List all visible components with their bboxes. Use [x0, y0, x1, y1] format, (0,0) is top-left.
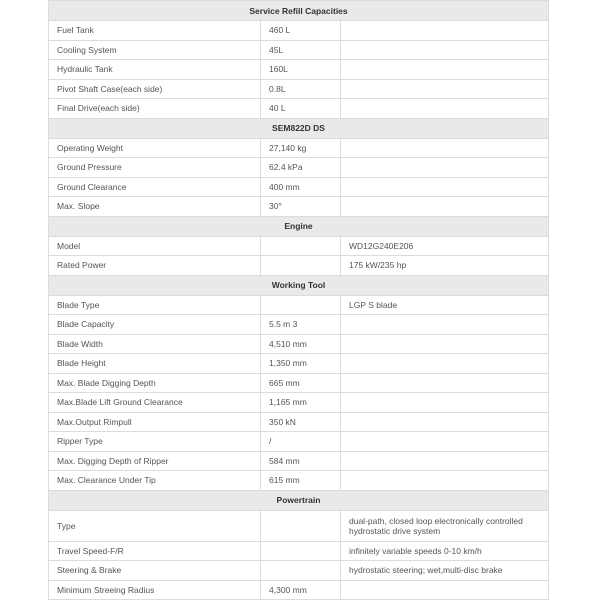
- spec-label: Max.Output Rimpull: [49, 412, 261, 432]
- spec-table-body: [49, 1, 549, 600]
- table-row: [49, 510, 549, 541]
- table-row: [49, 197, 549, 217]
- spec-label: Operating Weight: [49, 138, 261, 158]
- spec-value-alt: [341, 21, 549, 41]
- spec-value: 62.4 kPa: [261, 158, 341, 178]
- spec-value: [261, 561, 341, 581]
- section-title: Engine: [49, 216, 549, 236]
- table-row: [49, 256, 549, 276]
- spec-label: Steering & Brake: [49, 561, 261, 581]
- spec-label: Blade Height: [49, 354, 261, 374]
- spec-value: 5.5 m 3: [261, 315, 341, 335]
- spec-label: Ripper Type: [49, 432, 261, 452]
- spec-value-alt: [341, 138, 549, 158]
- spec-value-alt: [341, 177, 549, 197]
- spec-value: 4,510 mm: [261, 334, 341, 354]
- section-title: Service Refill Capacities: [49, 1, 549, 21]
- spec-value-alt: [341, 40, 549, 60]
- table-row: [49, 315, 549, 335]
- table-row: [49, 580, 549, 600]
- spec-value: 615 mm: [261, 471, 341, 491]
- spec-value: 350 kN: [261, 412, 341, 432]
- section-header: [49, 216, 549, 236]
- spec-label: Max. Slope: [49, 197, 261, 217]
- spec-label: Rated Power: [49, 256, 261, 276]
- spec-value: 1,165 mm: [261, 393, 341, 413]
- section-title: Powertrain: [49, 490, 549, 510]
- spec-label: Max. Digging Depth of Ripper: [49, 451, 261, 471]
- spec-value: [261, 541, 341, 561]
- table-row: [49, 432, 549, 452]
- spec-value-alt: [341, 354, 549, 374]
- table-row: [49, 412, 549, 432]
- spec-value-alt: [341, 197, 549, 217]
- spec-value-alt: LGP S blade: [341, 295, 549, 315]
- spec-value-alt: hydrostatic steering; wet,multi-disc brake: [341, 561, 549, 581]
- spec-value: 0.8L: [261, 79, 341, 99]
- spec-value: [261, 510, 341, 541]
- spec-value-alt: 175 kW/235 hp: [341, 256, 549, 276]
- spec-label: Blade Width: [49, 334, 261, 354]
- spec-value: [261, 295, 341, 315]
- spec-value-alt: dual-path, closed loop electronically controlled hydrostatic drive system: [341, 510, 549, 541]
- table-row: [49, 79, 549, 99]
- table-row: [49, 354, 549, 374]
- section-header: [49, 118, 549, 138]
- spec-value: [261, 236, 341, 256]
- section-header: [49, 1, 549, 21]
- table-row: [49, 138, 549, 158]
- spec-label: Pivot Shaft Case(each side): [49, 79, 261, 99]
- spec-label: Fuel Tank: [49, 21, 261, 41]
- spec-value-alt: [341, 471, 549, 491]
- spec-label: Max. Clearance Under Tip: [49, 471, 261, 491]
- spec-value: 584 mm: [261, 451, 341, 471]
- spec-label: Blade Capacity: [49, 315, 261, 335]
- table-row: [49, 40, 549, 60]
- spec-value-alt: [341, 79, 549, 99]
- spec-label: Travel Speed-F/R: [49, 541, 261, 561]
- spec-label: Hydraulic Tank: [49, 60, 261, 80]
- table-row: [49, 177, 549, 197]
- spec-label: Blade Type: [49, 295, 261, 315]
- spec-label: Cooling System: [49, 40, 261, 60]
- table-row: [49, 60, 549, 80]
- table-row: [49, 99, 549, 119]
- spec-value-alt: [341, 315, 549, 335]
- spec-value-alt: [341, 393, 549, 413]
- table-row: [49, 393, 549, 413]
- spec-label: Max. Blade Digging Depth: [49, 373, 261, 393]
- spec-label: Ground Clearance: [49, 177, 261, 197]
- spec-label: Model: [49, 236, 261, 256]
- spec-value: [261, 256, 341, 276]
- spec-value-alt: infinitely variable speeds 0-10 km/h: [341, 541, 549, 561]
- table-row: [49, 21, 549, 41]
- table-row: [49, 373, 549, 393]
- spec-value-alt: [341, 60, 549, 80]
- spec-value: 665 mm: [261, 373, 341, 393]
- spec-value-alt: [341, 580, 549, 600]
- spec-label: Ground Pressure: [49, 158, 261, 178]
- spec-value-alt: [341, 99, 549, 119]
- spec-value: /: [261, 432, 341, 452]
- spec-value-alt: [341, 432, 549, 452]
- spec-value: 4,300 mm: [261, 580, 341, 600]
- spec-value: 1,350 mm: [261, 354, 341, 374]
- table-row: [49, 236, 549, 256]
- spec-value: 30°: [261, 197, 341, 217]
- spec-label: Type: [49, 510, 261, 541]
- section-header: [49, 490, 549, 510]
- table-row: [49, 541, 549, 561]
- table-row: [49, 451, 549, 471]
- spec-label: Max.Blade Lift Ground Clearance: [49, 393, 261, 413]
- spec-value-alt: [341, 158, 549, 178]
- spec-value: 460 L: [261, 21, 341, 41]
- spec-label: Final Drive(each side): [49, 99, 261, 119]
- table-row: [49, 561, 549, 581]
- spec-value-alt: [341, 373, 549, 393]
- spec-value: 400 mm: [261, 177, 341, 197]
- spec-label: Minimum Streeing Radius: [49, 580, 261, 600]
- spec-value: 160L: [261, 60, 341, 80]
- section-title: SEM822D DS: [49, 118, 549, 138]
- spec-table-container: [48, 0, 548, 600]
- table-row: [49, 158, 549, 178]
- spec-value-alt: [341, 334, 549, 354]
- section-title: Working Tool: [49, 275, 549, 295]
- table-row: [49, 295, 549, 315]
- spec-value-alt: WD12G240E206: [341, 236, 549, 256]
- spec-value: 27,140 kg: [261, 138, 341, 158]
- spec-value: 45L: [261, 40, 341, 60]
- section-header: [49, 275, 549, 295]
- spec-value-alt: [341, 451, 549, 471]
- table-row: [49, 471, 549, 491]
- spec-value-alt: [341, 412, 549, 432]
- spec-table: [48, 0, 549, 600]
- table-row: [49, 334, 549, 354]
- spec-value: 40 L: [261, 99, 341, 119]
